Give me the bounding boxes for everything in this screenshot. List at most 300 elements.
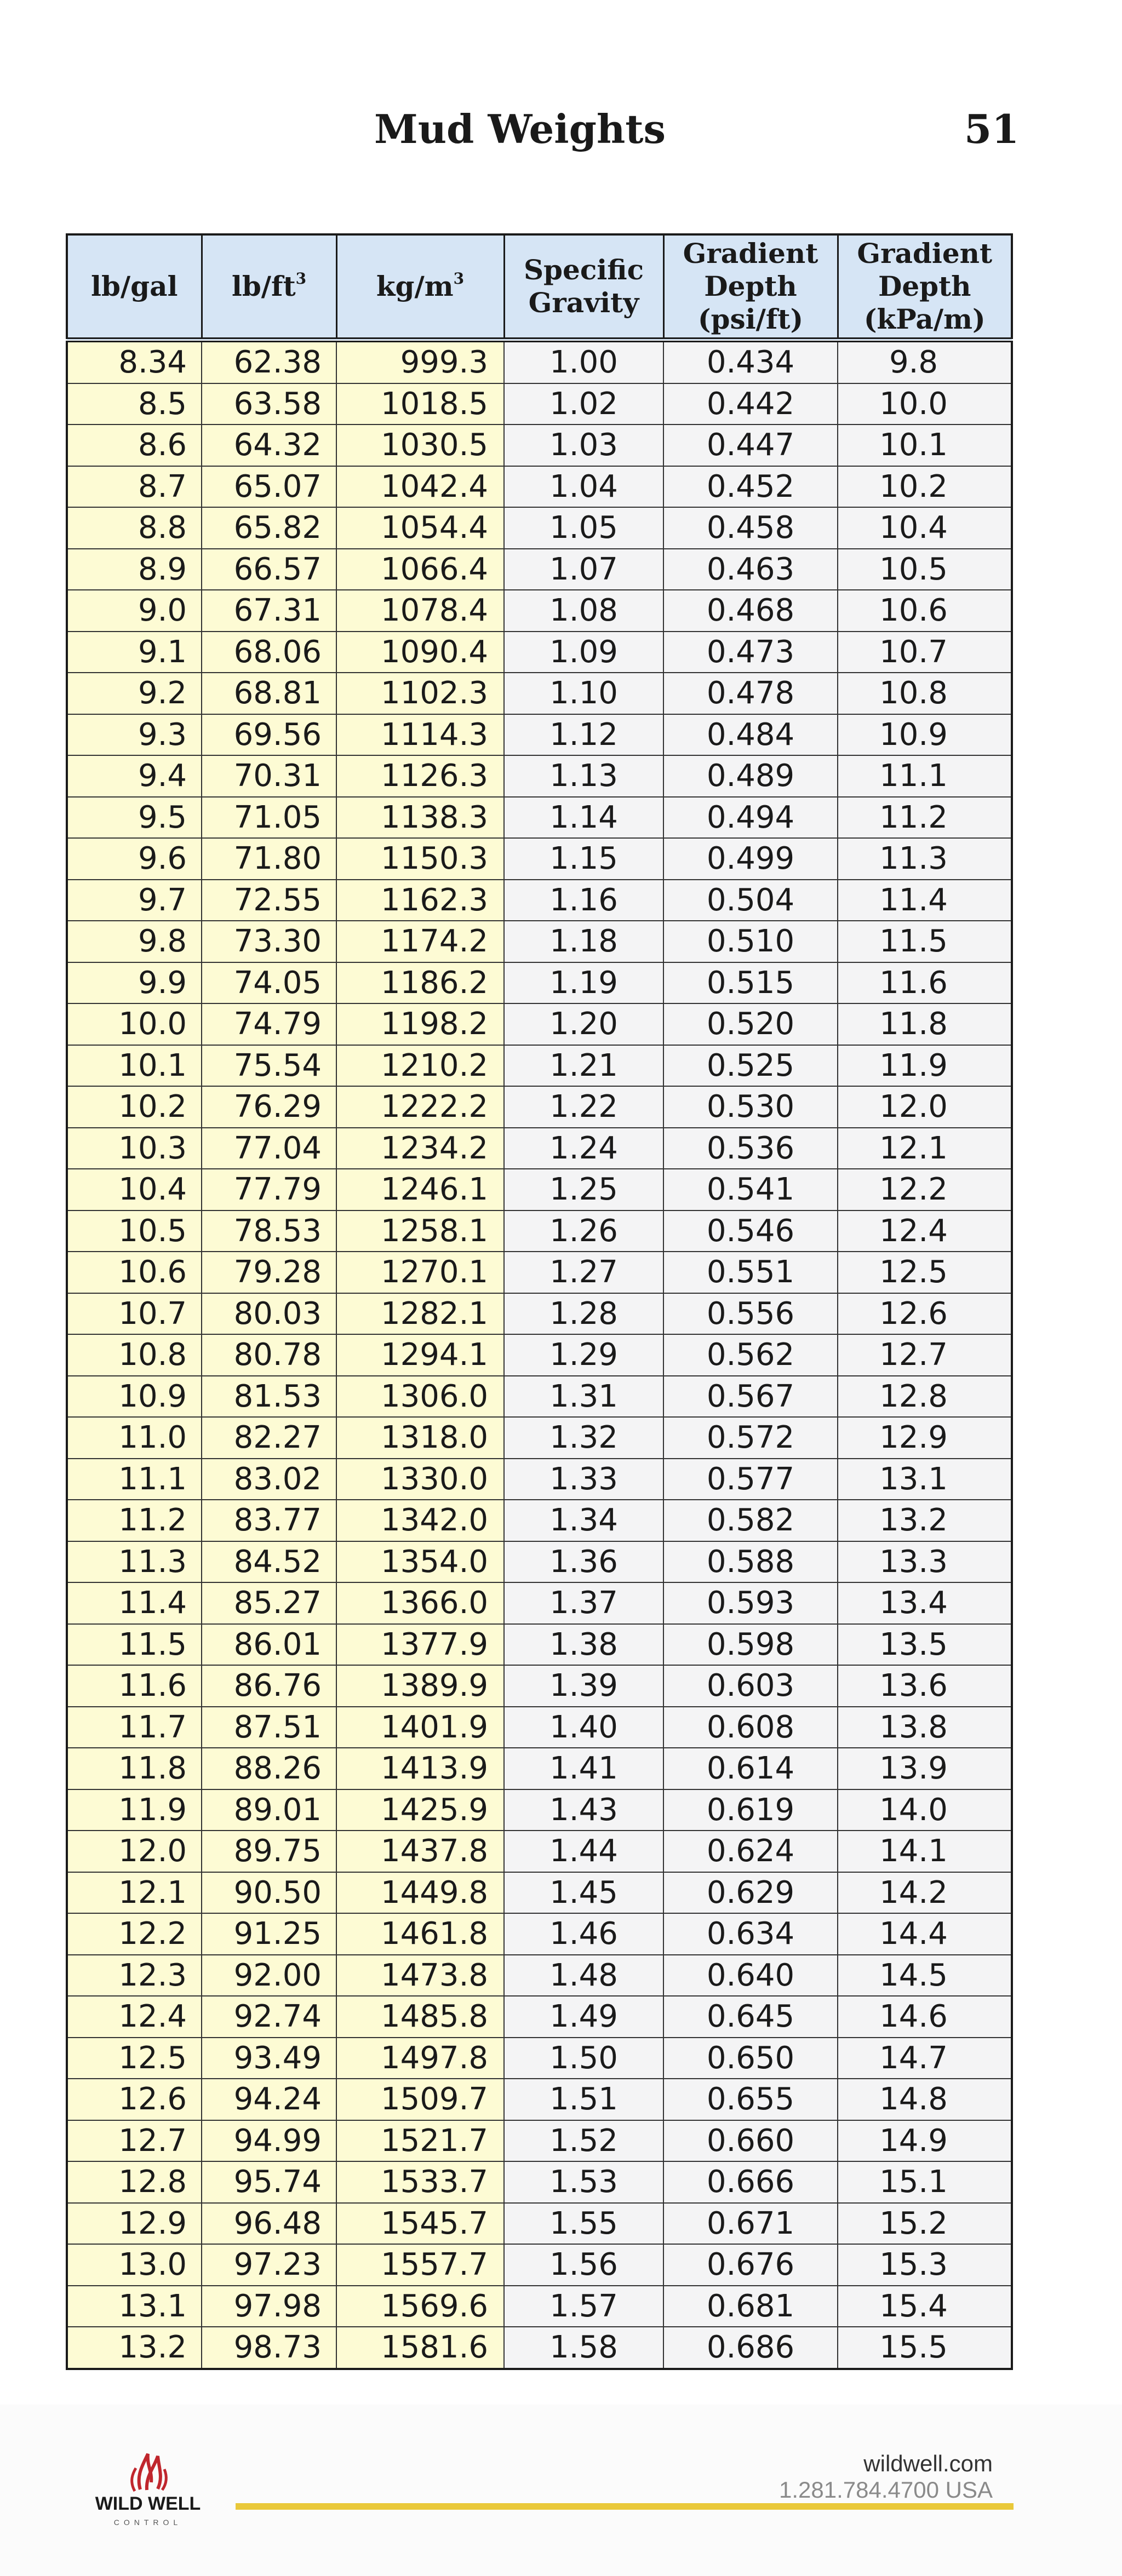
lb-gal-cell: 11.3 [67,1541,202,1583]
kg-m3-cell: 1473.8 [336,1955,504,1996]
specific-gravity-cell: 1.43 [504,1789,663,1831]
kg-m3-cell: 1485.8 [336,1996,504,2038]
kg-m3-cell: 1366.0 [336,1582,504,1624]
lb-gal-cell: 10.9 [67,1376,202,1418]
lb-gal-cell: 12.3 [67,1955,202,1996]
lb-gal-cell: 12.9 [67,2203,202,2245]
specific-gravity-cell: 1.40 [504,1707,663,1748]
header-kg-m3: $kg/m^3$ [336,234,504,340]
flame-icon [132,2454,167,2491]
table-row [67,1086,1012,1128]
specific-gravity-cell: 1.46 [504,1913,663,1955]
lb-gal-cell: 12.5 [67,2038,202,2079]
lb-gal-cell: 9.4 [67,755,202,797]
gradient-kpa-m-cell: 14.8 [838,2079,1012,2120]
specific-gravity-cell: 1.49 [504,1996,663,2038]
table-row [67,1831,1012,1872]
phone-number: 1.281.784.4700 USA [779,2477,993,2503]
lb-gal-cell: 12.2 [67,1913,202,1955]
lb-ft3-cell: 72.55 [202,880,336,921]
table-row [67,424,1012,466]
lb-ft3-cell: 76.29 [202,1086,336,1128]
gradient-kpa-m-cell: 13.9 [838,1748,1012,1789]
gradient-psi-ft-cell: 0.447 [663,424,838,466]
kg-m3-cell: 1114.3 [336,714,504,756]
kg-m3-cell: 1282.1 [336,1293,504,1335]
lb-gal-cell: 13.0 [67,2244,202,2286]
table-row [67,507,1012,549]
specific-gravity-cell: 1.15 [504,838,663,880]
lb-gal-cell: 8.7 [67,466,202,508]
gradient-psi-ft-cell: 0.556 [663,1293,838,1335]
gradient-psi-ft-cell: 0.624 [663,1831,838,1872]
kg-m3-cell: 1306.0 [336,1376,504,1418]
gradient-kpa-m-cell: 10.5 [838,549,1012,590]
table-row [67,1128,1012,1169]
gradient-psi-ft-cell: 0.603 [663,1665,838,1707]
lb-gal-cell: 8.34 [67,340,202,383]
lb-gal-cell: 12.7 [67,2120,202,2162]
lb-gal-cell: 9.0 [67,590,202,632]
gradient-psi-ft-cell: 0.468 [663,590,838,632]
lb-gal-cell: 9.2 [67,673,202,714]
gradient-psi-ft-cell: 0.546 [663,1210,838,1252]
lb-ft3-cell: 86.01 [202,1624,336,1666]
specific-gravity-cell: 1.07 [504,549,663,590]
lb-ft3-cell: 97.23 [202,2244,336,2286]
lb-gal-cell: 10.1 [67,1045,202,1087]
gradient-kpa-m-cell: 14.5 [838,1955,1012,1996]
kg-m3-cell: 1066.4 [336,549,504,590]
gradient-kpa-m-cell: 11.1 [838,755,1012,797]
table-row [67,2120,1012,2162]
lb-ft3-cell: 71.05 [202,797,336,839]
lb-gal-cell: 13.1 [67,2286,202,2327]
kg-m3-cell: 1090.4 [336,632,504,673]
lb-ft3-cell: 93.49 [202,2038,336,2079]
kg-m3-cell: 1521.7 [336,2120,504,2162]
specific-gravity-cell: 1.19 [504,962,663,1004]
gradient-psi-ft-cell: 0.504 [663,880,838,921]
table-row [67,921,1012,962]
specific-gravity-cell: 1.22 [504,1086,663,1128]
kg-m3-cell: 1258.1 [336,1210,504,1252]
kg-m3-cell: 1150.3 [336,838,504,880]
gradient-kpa-m-cell: 11.3 [838,838,1012,880]
gradient-kpa-m-cell: 10.1 [838,424,1012,466]
gradient-psi-ft-cell: 0.510 [663,921,838,962]
kg-m3-cell: 1401.9 [336,1707,504,1748]
kg-m3-cell: 1449.8 [336,1872,504,1914]
table-row [67,1169,1012,1210]
mud-weights-table [66,233,1013,2370]
gradient-psi-ft-cell: 0.463 [663,549,838,590]
specific-gravity-cell: 1.45 [504,1872,663,1914]
website-link[interactable]: wildwell.com [863,2451,993,2476]
table-row [67,340,1012,383]
kg-m3-cell: 1210.2 [336,1045,504,1087]
lb-gal-cell: 9.5 [67,797,202,839]
gradient-psi-ft-cell: 0.598 [663,1624,838,1666]
table-row [67,1376,1012,1418]
gradient-kpa-m-cell: 11.5 [838,921,1012,962]
gradient-kpa-m-cell: 11.9 [838,1045,1012,1087]
gradient-psi-ft-cell: 0.681 [663,2286,838,2327]
specific-gravity-cell: 1.31 [504,1376,663,1418]
gradient-psi-ft-cell: 0.520 [663,1003,838,1045]
table-row [67,1293,1012,1335]
specific-gravity-cell: 1.02 [504,383,663,425]
kg-m3-cell: 1497.8 [336,2038,504,2079]
header-gradient-psi-ft: Gradient Depth (psi/ft) [663,234,838,340]
kg-m3-cell: 1222.2 [336,1086,504,1128]
specific-gravity-cell: 1.53 [504,2161,663,2203]
lb-ft3-cell: 83.77 [202,1500,336,1541]
gradient-psi-ft-cell: 0.619 [663,1789,838,1831]
specific-gravity-cell: 1.48 [504,1955,663,1996]
gradient-kpa-m-cell: 13.1 [838,1459,1012,1500]
specific-gravity-cell: 1.27 [504,1252,663,1293]
lb-ft3-cell: 77.79 [202,1169,336,1210]
lb-ft3-cell: 74.05 [202,962,336,1004]
kg-m3-cell: 1078.4 [336,590,504,632]
lb-ft3-cell: 79.28 [202,1252,336,1293]
gradient-kpa-m-cell: 14.7 [838,2038,1012,2079]
lb-gal-cell: 8.6 [67,424,202,466]
table-row [67,1707,1012,1748]
gradient-kpa-m-cell: 15.3 [838,2244,1012,2286]
kg-m3-cell: 1198.2 [336,1003,504,1045]
table-row [67,2244,1012,2286]
table-row [67,1459,1012,1500]
gradient-kpa-m-cell: 12.9 [838,1417,1012,1459]
lb-ft3-cell: 98.73 [202,2327,336,2369]
specific-gravity-cell: 1.10 [504,673,663,714]
lb-gal-cell: 11.7 [67,1707,202,1748]
specific-gravity-cell: 1.21 [504,1045,663,1087]
gradient-kpa-m-cell: 11.6 [838,962,1012,1004]
gradient-psi-ft-cell: 0.588 [663,1541,838,1583]
table-row [67,797,1012,839]
lb-gal-cell: 11.8 [67,1748,202,1789]
kg-m3-cell: 1437.8 [336,1831,504,1872]
gradient-psi-ft-cell: 0.530 [663,1086,838,1128]
gradient-psi-ft-cell: 0.442 [663,383,838,425]
lb-gal-cell: 10.5 [67,1210,202,1252]
specific-gravity-cell: 1.16 [504,880,663,921]
lb-ft3-cell: 67.31 [202,590,336,632]
gradient-kpa-m-cell: 12.1 [838,1128,1012,1169]
gradient-kpa-m-cell: 14.4 [838,1913,1012,1955]
lb-ft3-cell: 96.48 [202,2203,336,2245]
table-row [67,1541,1012,1583]
gradient-kpa-m-cell: 14.1 [838,1831,1012,1872]
gradient-psi-ft-cell: 0.608 [663,1707,838,1748]
lb-ft3-cell: 65.07 [202,466,336,508]
gradient-psi-ft-cell: 0.582 [663,1500,838,1541]
table-row [67,2286,1012,2327]
gradient-kpa-m-cell: 12.4 [838,1210,1012,1252]
lb-gal-cell: 9.8 [67,921,202,962]
header-gradient-kpa-m: Gradient Depth (kPa/m) [838,234,1012,340]
lb-gal-cell: 11.4 [67,1582,202,1624]
gradient-kpa-m-cell: 10.8 [838,673,1012,714]
lb-gal-cell: 8.5 [67,383,202,425]
gradient-psi-ft-cell: 0.484 [663,714,838,756]
gradient-kpa-m-cell: 13.3 [838,1541,1012,1583]
gradient-kpa-m-cell: 12.7 [838,1334,1012,1376]
kg-m3-cell: 1162.3 [336,880,504,921]
table-row [67,590,1012,632]
table-row [67,383,1012,425]
gradient-psi-ft-cell: 0.567 [663,1376,838,1418]
kg-m3-cell: 1186.2 [336,962,504,1004]
kg-m3-cell: 1377.9 [336,1624,504,1666]
kg-m3-cell: 1569.6 [336,2286,504,2327]
lb-ft3-cell: 68.81 [202,673,336,714]
specific-gravity-cell: 1.41 [504,1748,663,1789]
lb-gal-cell: 11.2 [67,1500,202,1541]
lb-gal-cell: 12.0 [67,1831,202,1872]
kg-m3-cell: 1545.7 [336,2203,504,2245]
specific-gravity-cell: 1.14 [504,797,663,839]
specific-gravity-cell: 1.25 [504,1169,663,1210]
specific-gravity-cell: 1.33 [504,1459,663,1500]
gradient-kpa-m-cell: 12.2 [838,1169,1012,1210]
specific-gravity-cell: 1.52 [504,2120,663,2162]
specific-gravity-cell: 1.44 [504,1831,663,1872]
table-row [67,1003,1012,1045]
kg-m3-cell: 1126.3 [336,755,504,797]
gradient-kpa-m-cell: 10.9 [838,714,1012,756]
specific-gravity-cell: 1.57 [504,2286,663,2327]
gradient-psi-ft-cell: 0.473 [663,632,838,673]
gradient-psi-ft-cell: 0.562 [663,1334,838,1376]
lb-ft3-cell: 97.98 [202,2286,336,2327]
table-row [67,1582,1012,1624]
specific-gravity-cell: 1.18 [504,921,663,962]
gradient-psi-ft-cell: 0.686 [663,2327,838,2369]
specific-gravity-cell: 1.58 [504,2327,663,2369]
lb-ft3-cell: 89.01 [202,1789,336,1831]
gradient-kpa-m-cell: 13.6 [838,1665,1012,1707]
table-row [67,1417,1012,1459]
lb-gal-cell: 11.0 [67,1417,202,1459]
kg-m3-cell: 1246.1 [336,1169,504,1210]
table-row [67,1045,1012,1087]
lb-ft3-cell: 85.27 [202,1582,336,1624]
gradient-kpa-m-cell: 15.5 [838,2327,1012,2369]
kg-m3-cell: 1270.1 [336,1252,504,1293]
lb-gal-cell: 8.9 [67,549,202,590]
lb-gal-cell: 11.6 [67,1665,202,1707]
table-row [67,1624,1012,1666]
gradient-psi-ft-cell: 0.525 [663,1045,838,1087]
gradient-kpa-m-cell: 10.4 [838,507,1012,549]
kg-m3-cell: 1581.6 [336,2327,504,2369]
gradient-kpa-m-cell: 12.5 [838,1252,1012,1293]
kg-m3-cell: 1461.8 [336,1913,504,1955]
table-row [67,880,1012,921]
table-row [67,1252,1012,1293]
lb-ft3-cell: 65.82 [202,507,336,549]
kg-m3-cell: 1389.9 [336,1665,504,1707]
kg-m3-cell: 1413.9 [336,1748,504,1789]
lb-ft3-cell: 75.54 [202,1045,336,1087]
lb-ft3-cell: 94.99 [202,2120,336,2162]
header-specific-gravity: Specific Gravity [504,234,663,340]
table-row [67,632,1012,673]
specific-gravity-cell: 1.36 [504,1541,663,1583]
specific-gravity-cell: 1.09 [504,632,663,673]
kg-m3-cell: 1354.0 [336,1541,504,1583]
specific-gravity-cell: 1.55 [504,2203,663,2245]
lb-ft3-cell: 64.32 [202,424,336,466]
lb-gal-cell: 9.1 [67,632,202,673]
lb-ft3-cell: 90.50 [202,1872,336,1914]
lb-ft3-cell: 95.74 [202,2161,336,2203]
kg-m3-cell: 1042.4 [336,466,504,508]
gradient-kpa-m-cell: 10.0 [838,383,1012,425]
gradient-kpa-m-cell: 10.2 [838,466,1012,508]
gradient-psi-ft-cell: 0.666 [663,2161,838,2203]
specific-gravity-cell: 1.04 [504,466,663,508]
specific-gravity-cell: 1.08 [504,590,663,632]
specific-gravity-cell: 1.00 [504,340,663,383]
table-row [67,2203,1012,2245]
lb-ft3-cell: 78.53 [202,1210,336,1252]
specific-gravity-cell: 1.50 [504,2038,663,2079]
gradient-psi-ft-cell: 0.541 [663,1169,838,1210]
lb-gal-cell: 11.5 [67,1624,202,1666]
kg-m3-cell: 999.3 [336,340,504,383]
specific-gravity-cell: 1.03 [504,424,663,466]
kg-m3-cell: 1294.1 [336,1334,504,1376]
header-lb-ft3: $lb/ft^3$ [202,234,336,340]
gradient-kpa-m-cell: 11.8 [838,1003,1012,1045]
table-row [67,838,1012,880]
lb-ft3-cell: 82.27 [202,1417,336,1459]
lb-ft3-cell: 73.30 [202,921,336,962]
kg-m3-cell: 1318.0 [336,1417,504,1459]
gradient-psi-ft-cell: 0.629 [663,1872,838,1914]
table-row [67,2161,1012,2203]
gradient-kpa-m-cell: 15.2 [838,2203,1012,2245]
lb-gal-cell: 12.4 [67,1996,202,2038]
lb-gal-cell: 12.1 [67,1872,202,1914]
lb-gal-cell: 11.9 [67,1789,202,1831]
gradient-psi-ft-cell: 0.655 [663,2079,838,2120]
lb-gal-cell: 9.6 [67,838,202,880]
lb-ft3-cell: 94.24 [202,2079,336,2120]
gradient-psi-ft-cell: 0.434 [663,340,838,383]
kg-m3-cell: 1138.3 [336,797,504,839]
specific-gravity-cell: 1.32 [504,1417,663,1459]
gradient-kpa-m-cell: 10.7 [838,632,1012,673]
page-title: Mud Weights [374,106,666,152]
specific-gravity-cell: 1.56 [504,2244,663,2286]
table-row [67,549,1012,590]
logo-text: WILD WELL [95,2493,201,2514]
specific-gravity-cell: 1.39 [504,1665,663,1707]
gradient-kpa-m-cell: 13.4 [838,1582,1012,1624]
table-row [67,466,1012,508]
table-row [67,1996,1012,2038]
lb-ft3-cell: 91.25 [202,1913,336,1955]
lb-gal-cell: 9.9 [67,962,202,1004]
lb-ft3-cell: 89.75 [202,1831,336,1872]
specific-gravity-cell: 1.34 [504,1500,663,1541]
lb-ft3-cell: 77.04 [202,1128,336,1169]
lb-gal-cell: 11.1 [67,1459,202,1500]
gradient-psi-ft-cell: 0.660 [663,2120,838,2162]
specific-gravity-cell: 1.05 [504,507,663,549]
lb-ft3-cell: 92.74 [202,1996,336,2038]
gradient-psi-ft-cell: 0.452 [663,466,838,508]
gradient-psi-ft-cell: 0.551 [663,1252,838,1293]
specific-gravity-cell: 1.51 [504,2079,663,2120]
kg-m3-cell: 1030.5 [336,424,504,466]
gradient-psi-ft-cell: 0.640 [663,1955,838,1996]
lb-ft3-cell: 63.58 [202,383,336,425]
gradient-kpa-m-cell: 14.2 [838,1872,1012,1914]
gradient-psi-ft-cell: 0.676 [663,2244,838,2286]
gradient-psi-ft-cell: 0.494 [663,797,838,839]
table-row [67,1789,1012,1831]
lb-gal-cell: 10.4 [67,1169,202,1210]
gradient-kpa-m-cell: 13.8 [838,1707,1012,1748]
gradient-psi-ft-cell: 0.650 [663,2038,838,2079]
lb-gal-cell: 9.3 [67,714,202,756]
kg-m3-cell: 1234.2 [336,1128,504,1169]
lb-ft3-cell: 86.76 [202,1665,336,1707]
gradient-kpa-m-cell: 11.2 [838,797,1012,839]
kg-m3-cell: 1054.4 [336,507,504,549]
kg-m3-cell: 1425.9 [336,1789,504,1831]
lb-ft3-cell: 80.78 [202,1334,336,1376]
specific-gravity-cell: 1.29 [504,1334,663,1376]
gradient-kpa-m-cell: 14.0 [838,1789,1012,1831]
gradient-psi-ft-cell: 0.458 [663,507,838,549]
gradient-kpa-m-cell: 10.6 [838,590,1012,632]
specific-gravity-cell: 1.12 [504,714,663,756]
table-header-row [67,234,1012,340]
gradient-kpa-m-cell: 15.1 [838,2161,1012,2203]
specific-gravity-cell: 1.26 [504,1210,663,1252]
gradient-kpa-m-cell: 12.6 [838,1293,1012,1335]
gradient-psi-ft-cell: 0.536 [663,1128,838,1169]
lb-gal-cell: 9.7 [67,880,202,921]
kg-m3-cell: 1509.7 [336,2079,504,2120]
lb-gal-cell: 10.0 [67,1003,202,1045]
table-row [67,2327,1012,2369]
lb-ft3-cell: 92.00 [202,1955,336,1996]
gradient-psi-ft-cell: 0.645 [663,1996,838,2038]
table-row [67,1872,1012,1914]
lb-ft3-cell: 84.52 [202,1541,336,1583]
wild-well-logo [82,2432,214,2533]
lb-ft3-cell: 68.06 [202,632,336,673]
specific-gravity-cell: 1.38 [504,1624,663,1666]
lb-ft3-cell: 71.80 [202,838,336,880]
header-lb-gal: lb/gal [67,234,202,340]
lb-ft3-cell: 81.53 [202,1376,336,1418]
gradient-psi-ft-cell: 0.614 [663,1748,838,1789]
lb-ft3-cell: 80.03 [202,1293,336,1335]
lb-ft3-cell: 66.57 [202,549,336,590]
kg-m3-cell: 1174.2 [336,921,504,962]
gradient-psi-ft-cell: 0.572 [663,1417,838,1459]
